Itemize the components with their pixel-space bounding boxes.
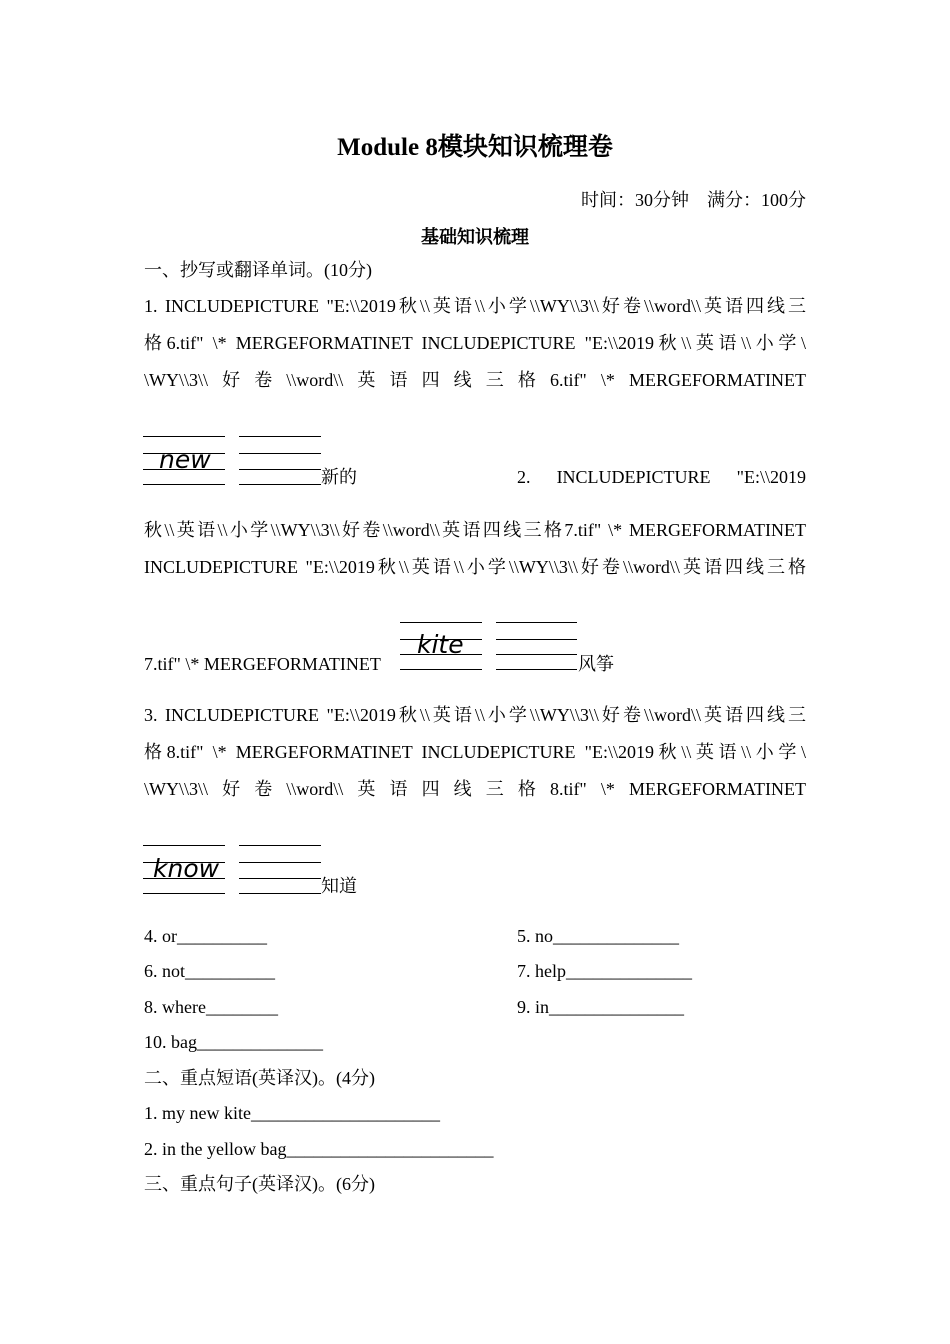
handwritten-word: kite (417, 630, 464, 659)
q2-start-token: "E:\\2019 (736, 467, 806, 487)
item-4: 4. or__________ (144, 926, 267, 946)
handwriting-know-image (143, 835, 323, 897)
q1-line2-text: 格6.tif" \* MERGEFORMATINET INCLUDEPICTURE "E:\\2019秋\\英语\\小学\ (144, 333, 806, 353)
handwriting-kite-image (399, 612, 579, 674)
q1-line3-token: 语 (389, 370, 408, 390)
exam-meta: 时间：30分钟 满分：100分 (581, 190, 806, 210)
q1-line1 (144, 295, 806, 317)
q1-line3-token: 好 (222, 370, 241, 390)
q3-line1 (144, 704, 806, 726)
q1-line3-token: \WY\\3\\ (144, 370, 208, 390)
handwriting-new-image (143, 426, 323, 488)
q2-start-token: 2. (517, 467, 531, 487)
part2-item-2: 2. in the yellow bag_______________________ (144, 1139, 494, 1159)
q3-line2 (144, 741, 806, 763)
q1-line3-token: MERGEFORMATINET (628, 370, 806, 390)
q1-line3-token: 英 (357, 370, 376, 390)
q3-meaning: 知道 (321, 876, 357, 896)
q3-line3-token: \* (600, 779, 615, 799)
q3-line3-token: 8.tif" (549, 779, 587, 799)
q3-line3-token: 格 (517, 779, 536, 799)
q2-line3-text: INCLUDEPICTURE "E:\\2019秋\\英语\\小学\\WY\\3\\好卷\\word\\英语四线三格 (144, 557, 806, 577)
part1-heading: 一、抄写或翻译单词。(10分) (144, 260, 372, 280)
part2-item-1: 1. my new kite_____________________ (144, 1103, 440, 1123)
handwritten-word: know (153, 854, 220, 883)
handwritten-word: new (159, 445, 211, 474)
part3-heading: 三、重点句子(英译汉)。(6分) (144, 1174, 375, 1194)
item-8: 8. where________ (144, 997, 278, 1017)
q3-line3-token: \\word\\ (286, 779, 344, 799)
q1-line2 (144, 332, 806, 354)
q1-line3-token: \* (600, 370, 615, 390)
q3-line3 (144, 778, 806, 800)
four-line-grid-know (143, 835, 323, 897)
q3-line2-text: 格8.tif" \* MERGEFORMATINET INCLUDEPICTURE "E:\\2019秋\\英语\\小学\ (144, 742, 806, 762)
q1-line3-token: 6.tif" (549, 370, 587, 390)
q1-line3-token: 四 (421, 370, 440, 390)
q3-line3-token: 三 (485, 779, 504, 799)
four-line-grid-kite (399, 612, 579, 674)
item-6: 6. not__________ (144, 961, 276, 981)
q1-line3-token: 卷 (254, 370, 273, 390)
q3-line1-text: 3. INCLUDEPICTURE "E:\\2019秋\\英语\\小学\\WY\\3\\好卷\\word\\英语四线三 (144, 705, 806, 725)
section-heading: 基础知识梳理 (421, 227, 529, 247)
q1-line1-text: 1. INCLUDEPICTURE "E:\\2019秋\\英语\\小学\\WY\\3\\好卷\\word\\英语四线三 (144, 296, 806, 316)
q3-line3-token: 四 (421, 779, 440, 799)
q2-line4: 7.tif" \* MERGEFORMATINET (144, 654, 381, 674)
q3-line3-token: 线 (453, 779, 472, 799)
q3-line3-token: MERGEFORMATINET (628, 779, 806, 799)
q3-line3-token: 卷 (254, 779, 273, 799)
q1-line3-token: 三 (485, 370, 504, 390)
q2-meaning: 风筝 (578, 654, 614, 674)
q2-line3 (144, 556, 806, 578)
q2-start-token: INCLUDEPICTURE (556, 467, 711, 487)
q3-line3-token: 英 (357, 779, 376, 799)
item-9: 9. in_______________ (517, 997, 685, 1017)
q3-line3-token: \WY\\3\\ (144, 779, 208, 799)
q1-line3-token: \\word\\ (286, 370, 344, 390)
q1-line3-token: 线 (453, 370, 472, 390)
page-title: Module 8模块知识梳理卷 (337, 134, 613, 161)
q2-line2 (144, 519, 806, 541)
four-line-grid-new (143, 426, 323, 488)
item-5: 5. no______________ (517, 926, 679, 946)
q1-meaning: 新的 (321, 467, 357, 487)
q3-line3-token: 好 (222, 779, 241, 799)
q1-line3 (144, 369, 806, 391)
part2-heading: 二、重点短语(英译汉)。(4分) (144, 1068, 375, 1088)
item-10: 10. bag______________ (144, 1032, 323, 1052)
q2-start (517, 466, 806, 488)
item-7: 7. help______________ (517, 961, 692, 981)
q1-line3-token: 格 (517, 370, 536, 390)
q3-line3-token: 语 (389, 779, 408, 799)
q2-line2-text: 秋\\英语\\小学\\WY\\3\\好卷\\word\\英语四线三格7.tif" \* MERGEFORMATINET (144, 520, 806, 540)
